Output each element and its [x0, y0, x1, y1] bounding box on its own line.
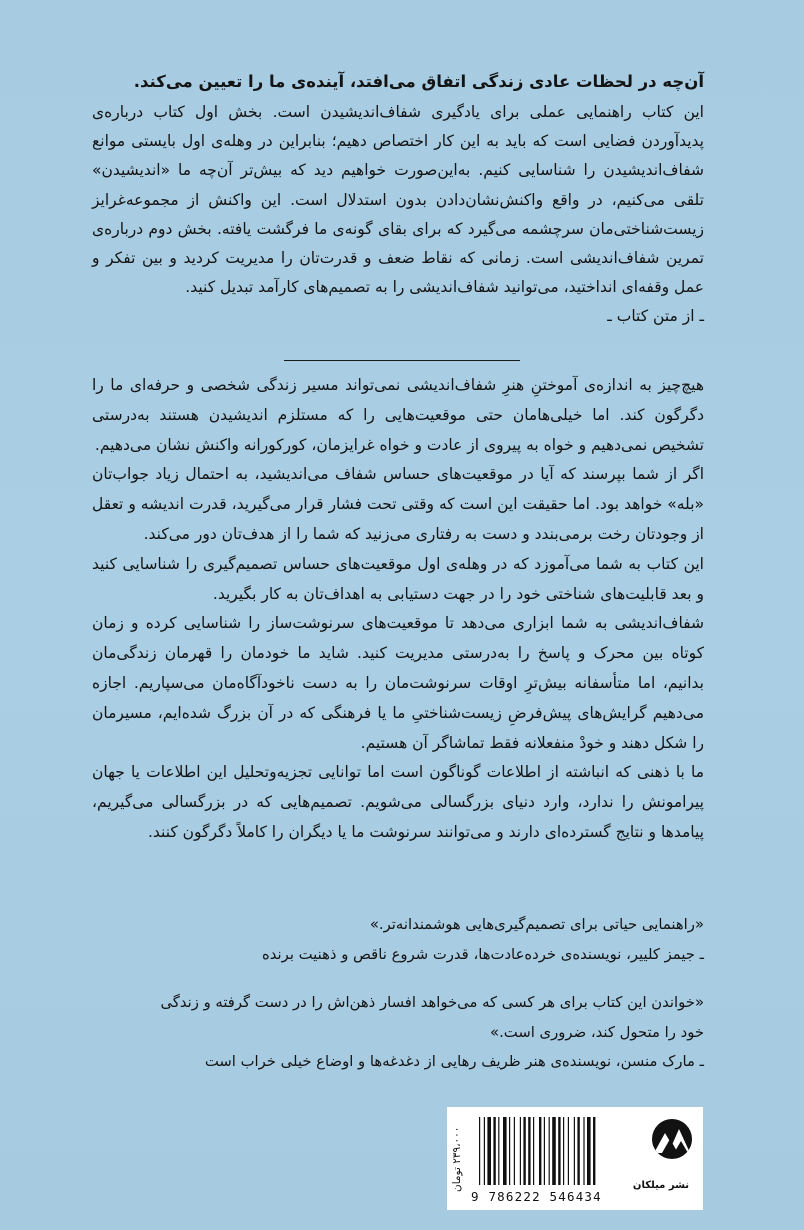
endorsement-2-text: «خواندن این کتاب برای هر کسی که می‌خواهد افسار ذهن‌اش را در دست گرفته و زندگی خود را متحول کند، ضروری است.» — [160, 994, 704, 1041]
intro-section — [92, 98, 704, 331]
endorsement-2 — [148, 988, 704, 1077]
price-label: ۲۳۹،۰۰۰ تومان — [451, 1126, 463, 1192]
body-section — [92, 371, 704, 848]
isbn-barcode — [477, 1117, 641, 1185]
publisher-name: نشر میلکان — [632, 1180, 689, 1191]
endorsement-1-attribution: ـ جیمز کلییر، نویسنده‌ی خرده‌عادت‌ها، قدرت شروع ناقص و ذهنیت برنده — [262, 945, 704, 963]
section-divider — [284, 360, 520, 361]
publisher-logo — [632, 1115, 695, 1195]
endorsement-2-attribution: ـ مارک منسن، نویسنده‌ی هنر ظریف رهایی از دغدغه‌ها و اوضاع خیلی خراب است — [204, 1053, 704, 1070]
intro-source: ـ از متن کتاب ـ — [607, 307, 704, 326]
intro-paragraph: این کتاب راهنمایی عملی برای یادگیری شفاف‌اندیشیدن است. بخش اول کتاب درباره‌ی پدیدآوردن فضایی است که باید به این کار اختصاص دهیم؛ بنابراین در وهله‌ی اول بایستی موانع شفاف‌اندیشیدن را شناسایی کنیم. به‌این‌صورت خواهیم دید که بیش‌تر آن‌چه ما «اندیشیدن» تلقی می‌کنیم، در واقع واکنش‌نشان‌دادن بدون استدلال است. این واکنش از مجموعه‌غرایز زیست‌شناختی‌مان سرچشمه می‌گیرد که برای بقای گونه‌ی ما فرگشت یافته. بخش دوم درباره‌ی تمرین شفاف‌اندیشی است. زمانی که نقاط ضعف و قدرت‌تان را مدیریت کردید و بین تفکر و عمل وقفه‌ای انداختید، می‌توانید شفاف‌اندیشی را به تصمیم‌های کارآمد تبدیل کنید. — [92, 103, 704, 297]
body-paragraph-2: اگر از شما بپرسند که آیا در موقعیت‌های حساس شفاف می‌اندیشید، به احتمال زیاد جواب‌تان «بله» خواهد بود. اما حقیقت این است که وقتی تحت فشار قرار می‌گیرید، قدرت اندیشه و تعقل از وجودتان رخت برمی‌بندد و دست به رفتاری می‌زنید که شما را از هدف‌تان دور می‌کند. — [92, 465, 704, 543]
body-paragraph-1: هیچ‌چیز به اندازه‌ی آموختنِ هنرِ شفاف‌اندیشی نمی‌تواند مسیر زندگی شخصی و حرفه‌ای ما را دگرگون کند. اما خیلی‌ها‌مان حتی موقعیت‌هایی را که مستلزم اندیشیدن هستند به‌درستی تشخیص نمی‌دهیم و خواه به پیروی از عادت و خواه غرایزمان، کورکورانه واکنش نشان می‌دهیم. — [92, 376, 704, 454]
endorsement-1-text: «راهنمایی حیاتی برای تصمیم‌گیری‌هایی هوشمندانه‌تر.» — [369, 916, 704, 933]
body-paragraph-5: ما با ذهنی که انباشته از اطلاعات گوناگون است اما توانایی تجزیه‌وتحلیل این اطلاعات یا جهان پیرامونش را ندارد، وارد دنیای بزرگسالی می‌شویم. تصمیم‌هایی که در بزرگسالی می‌گیریم، پیامدها و نتایج گسترده‌ای دارند و می‌توانند سرنوشت ما یا دیگران را کاملاً دگرگون کنند. — [92, 763, 704, 841]
endorsement-1 — [148, 910, 704, 969]
isbn-digits: 9 786222 546434 — [471, 1189, 602, 1204]
headline: آن‌چه در لحظات عادی زندگی اتفاق می‌افتد، آینده‌ی ما را تعیین می‌کند. — [133, 72, 704, 91]
mountains-logo-icon — [652, 1119, 692, 1159]
body-paragraph-4: شفاف‌اندیشی به شما ابزاری می‌دهد تا موقعیت‌های سرنوشت‌ساز را شناسایی کرده و زمان کوتاه بین محرک و پاسخ را به‌درستی مدیریت کنید. شاید ما خودمان را قهرمان زندگی‌مان بدانیم، اما متأسفانه بیش‌ترِ اوقات سرنوشت‌مان را به دست ناخودآگاه‌مان می‌سپاریم. اجازه می‌دهیم گرایش‌های پیش‌فرضِ زیست‌شناختیِ ما یا فرهنگی که در آن بزرگ شده‌ایم، مسیرمان را شکل دهند و خودْ منفعلانه فقط تماشاگر آن هستیم. — [92, 614, 704, 752]
barcode-panel — [447, 1107, 703, 1210]
body-paragraph-3: این کتاب به شما می‌آموزد که در وهله‌ی اول موقعیت‌های حساس تصمیم‌گیری را شناسایی کنید و بعد قابلیت‌های شناختی خود را در جهت دستیابی به اهداف‌تان به کار بگیرید. — [92, 554, 704, 603]
